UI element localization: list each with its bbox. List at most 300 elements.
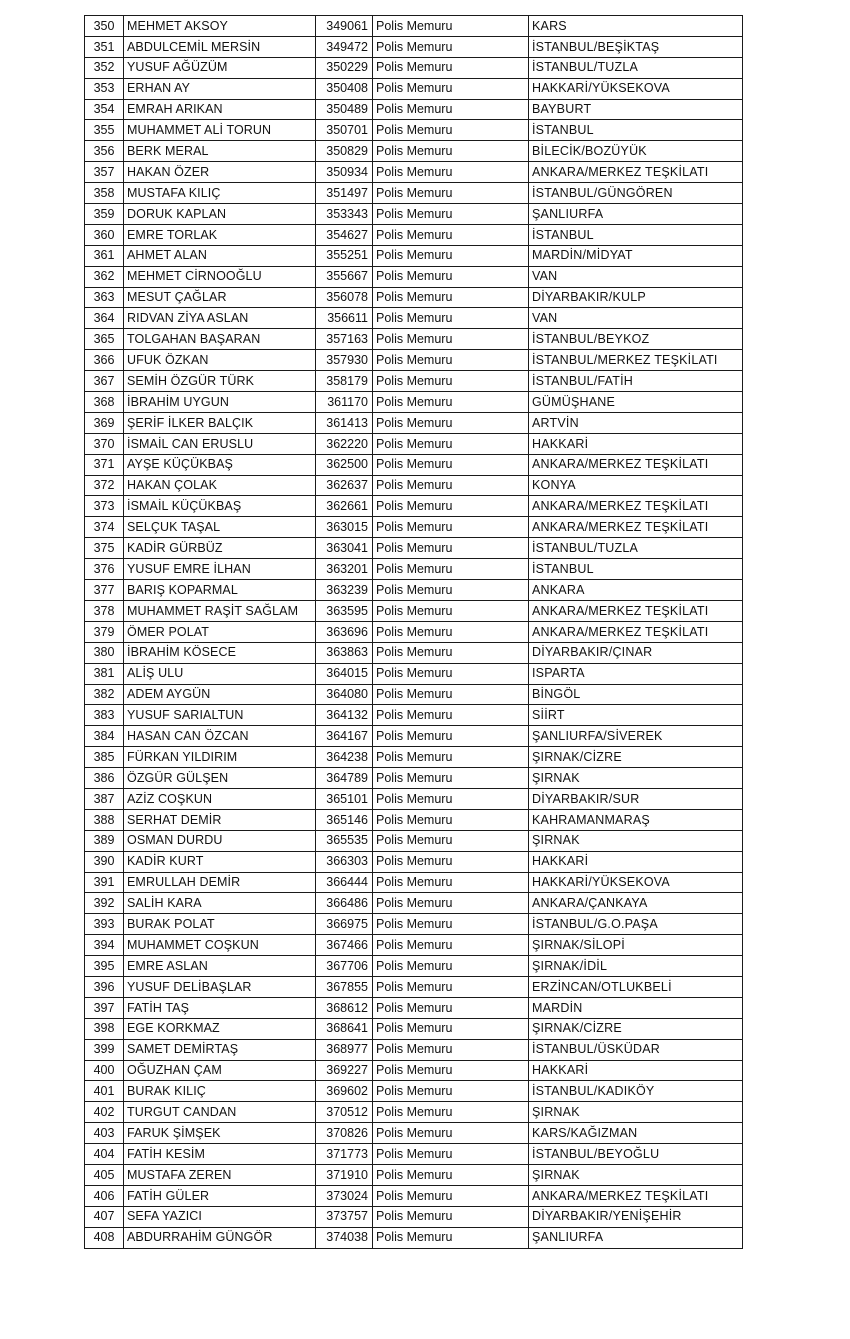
table-row bbox=[85, 162, 743, 183]
full-name-cell: OĞUZHAN ÇAM bbox=[124, 1060, 316, 1081]
assignment-location-cell: ŞANLIURFA/SİVEREK bbox=[529, 726, 743, 747]
full-name-cell: RIDVAN ZİYA ASLAN bbox=[124, 308, 316, 329]
full-name-cell: ERHAN AY bbox=[124, 78, 316, 99]
registry-number-cell: 353343 bbox=[316, 204, 373, 225]
full-name-cell: SALİH KARA bbox=[124, 893, 316, 914]
rank-cell: Polis Memuru bbox=[373, 1060, 529, 1081]
registry-number-cell: 350229 bbox=[316, 57, 373, 78]
registry-number-cell: 371910 bbox=[316, 1164, 373, 1185]
personnel-table bbox=[84, 15, 743, 1249]
rank-cell: Polis Memuru bbox=[373, 1227, 529, 1248]
assignment-location-cell: İSTANBUL/BEYOĞLU bbox=[529, 1144, 743, 1165]
assignment-location-cell: KARS/KAĞIZMAN bbox=[529, 1123, 743, 1144]
rank-cell: Polis Memuru bbox=[373, 57, 529, 78]
assignment-location-cell: İSTANBUL bbox=[529, 224, 743, 245]
row-number-cell: 357 bbox=[85, 162, 124, 183]
assignment-location-cell: VAN bbox=[529, 308, 743, 329]
full-name-cell: ÖZGÜR GÜLŞEN bbox=[124, 768, 316, 789]
full-name-cell: ABDURRAHİM GÜNGÖR bbox=[124, 1227, 316, 1248]
rank-cell: Polis Memuru bbox=[373, 997, 529, 1018]
full-name-cell: AYŞE KÜÇÜKBAŞ bbox=[124, 454, 316, 475]
rank-cell: Polis Memuru bbox=[373, 580, 529, 601]
registry-number-cell: 362220 bbox=[316, 433, 373, 454]
row-number-cell: 368 bbox=[85, 392, 124, 413]
assignment-location-cell: KAHRAMANMARAŞ bbox=[529, 809, 743, 830]
assignment-location-cell: ŞIRNAK bbox=[529, 1164, 743, 1185]
rank-cell: Polis Memuru bbox=[373, 475, 529, 496]
row-number-cell: 380 bbox=[85, 642, 124, 663]
row-number-cell: 383 bbox=[85, 705, 124, 726]
registry-number-cell: 358179 bbox=[316, 371, 373, 392]
assignment-location-cell: SİİRT bbox=[529, 705, 743, 726]
full-name-cell: MEHMET AKSOY bbox=[124, 16, 316, 37]
table-row bbox=[85, 287, 743, 308]
registry-number-cell: 357930 bbox=[316, 350, 373, 371]
table-row bbox=[85, 851, 743, 872]
assignment-location-cell: ŞANLIURFA bbox=[529, 204, 743, 225]
row-number-cell: 373 bbox=[85, 496, 124, 517]
table-row bbox=[85, 768, 743, 789]
registry-number-cell: 350934 bbox=[316, 162, 373, 183]
row-number-cell: 377 bbox=[85, 580, 124, 601]
full-name-cell: TOLGAHAN BAŞARAN bbox=[124, 329, 316, 350]
full-name-cell: SEMİH ÖZGÜR TÜRK bbox=[124, 371, 316, 392]
table-row bbox=[85, 245, 743, 266]
row-number-cell: 408 bbox=[85, 1227, 124, 1248]
full-name-cell: HASAN CAN ÖZCAN bbox=[124, 726, 316, 747]
table-row bbox=[85, 663, 743, 684]
registry-number-cell: 361413 bbox=[316, 412, 373, 433]
rank-cell: Polis Memuru bbox=[373, 621, 529, 642]
row-number-cell: 393 bbox=[85, 914, 124, 935]
full-name-cell: BARIŞ KOPARMAL bbox=[124, 580, 316, 601]
registry-number-cell: 366975 bbox=[316, 914, 373, 935]
rank-cell: Polis Memuru bbox=[373, 496, 529, 517]
table-row bbox=[85, 454, 743, 475]
registry-number-cell: 350829 bbox=[316, 141, 373, 162]
registry-number-cell: 364238 bbox=[316, 747, 373, 768]
assignment-location-cell: GÜMÜŞHANE bbox=[529, 392, 743, 413]
full-name-cell: BURAK KILIÇ bbox=[124, 1081, 316, 1102]
assignment-location-cell: KONYA bbox=[529, 475, 743, 496]
rank-cell: Polis Memuru bbox=[373, 830, 529, 851]
rank-cell: Polis Memuru bbox=[373, 747, 529, 768]
assignment-location-cell: DİYARBAKIR/YENİŞEHİR bbox=[529, 1206, 743, 1227]
assignment-location-cell: İSTANBUL/TUZLA bbox=[529, 57, 743, 78]
registry-number-cell: 364015 bbox=[316, 663, 373, 684]
full-name-cell: ABDULCEMİL MERSİN bbox=[124, 36, 316, 57]
row-number-cell: 381 bbox=[85, 663, 124, 684]
assignment-location-cell: ANKARA/MERKEZ TEŞKİLATI bbox=[529, 517, 743, 538]
full-name-cell: EMRAH ARIKAN bbox=[124, 99, 316, 120]
full-name-cell: FATİH KESİM bbox=[124, 1144, 316, 1165]
table-row bbox=[85, 1102, 743, 1123]
table-row bbox=[85, 747, 743, 768]
full-name-cell: ADEM AYGÜN bbox=[124, 684, 316, 705]
table-row bbox=[85, 329, 743, 350]
assignment-location-cell: İSTANBUL/ÜSKÜDAR bbox=[529, 1039, 743, 1060]
assignment-location-cell: ŞIRNAK/CİZRE bbox=[529, 1018, 743, 1039]
rank-cell: Polis Memuru bbox=[373, 809, 529, 830]
assignment-location-cell: ŞANLIURFA bbox=[529, 1227, 743, 1248]
full-name-cell: OSMAN DURDU bbox=[124, 830, 316, 851]
registry-number-cell: 363595 bbox=[316, 600, 373, 621]
table-row bbox=[85, 893, 743, 914]
assignment-location-cell: İSTANBUL/KADIKÖY bbox=[529, 1081, 743, 1102]
table-row bbox=[85, 788, 743, 809]
full-name-cell: AZİZ COŞKUN bbox=[124, 788, 316, 809]
rank-cell: Polis Memuru bbox=[373, 245, 529, 266]
assignment-location-cell: İSTANBUL/GÜNGÖREN bbox=[529, 183, 743, 204]
row-number-cell: 375 bbox=[85, 538, 124, 559]
assignment-location-cell: ŞIRNAK/CİZRE bbox=[529, 747, 743, 768]
rank-cell: Polis Memuru bbox=[373, 1039, 529, 1060]
row-number-cell: 397 bbox=[85, 997, 124, 1018]
rank-cell: Polis Memuru bbox=[373, 705, 529, 726]
assignment-location-cell: HAKKARİ bbox=[529, 433, 743, 454]
rank-cell: Polis Memuru bbox=[373, 392, 529, 413]
rank-cell: Polis Memuru bbox=[373, 1123, 529, 1144]
table-row bbox=[85, 496, 743, 517]
rank-cell: Polis Memuru bbox=[373, 663, 529, 684]
row-number-cell: 369 bbox=[85, 412, 124, 433]
row-number-cell: 350 bbox=[85, 16, 124, 37]
table-row bbox=[85, 78, 743, 99]
rank-cell: Polis Memuru bbox=[373, 726, 529, 747]
registry-number-cell: 363015 bbox=[316, 517, 373, 538]
table-row bbox=[85, 705, 743, 726]
registry-number-cell: 368977 bbox=[316, 1039, 373, 1060]
assignment-location-cell: ŞIRNAK bbox=[529, 1102, 743, 1123]
row-number-cell: 398 bbox=[85, 1018, 124, 1039]
full-name-cell: MUHAMMET COŞKUN bbox=[124, 935, 316, 956]
full-name-cell: YUSUF AĞÜZÜM bbox=[124, 57, 316, 78]
full-name-cell: TURGUT CANDAN bbox=[124, 1102, 316, 1123]
assignment-location-cell: ŞIRNAK/İDİL bbox=[529, 956, 743, 977]
full-name-cell: AHMET ALAN bbox=[124, 245, 316, 266]
rank-cell: Polis Memuru bbox=[373, 350, 529, 371]
row-number-cell: 385 bbox=[85, 747, 124, 768]
full-name-cell: BERK MERAL bbox=[124, 141, 316, 162]
full-name-cell: KADİR GÜRBÜZ bbox=[124, 538, 316, 559]
registry-number-cell: 366486 bbox=[316, 893, 373, 914]
row-number-cell: 376 bbox=[85, 559, 124, 580]
row-number-cell: 399 bbox=[85, 1039, 124, 1060]
assignment-location-cell: ŞIRNAK bbox=[529, 830, 743, 851]
registry-number-cell: 369602 bbox=[316, 1081, 373, 1102]
assignment-location-cell: HAKKARİ bbox=[529, 1060, 743, 1081]
row-number-cell: 406 bbox=[85, 1185, 124, 1206]
row-number-cell: 363 bbox=[85, 287, 124, 308]
full-name-cell: UFUK ÖZKAN bbox=[124, 350, 316, 371]
full-name-cell: EMRE ASLAN bbox=[124, 956, 316, 977]
assignment-location-cell: ŞIRNAK/SİLOPİ bbox=[529, 935, 743, 956]
registry-number-cell: 362637 bbox=[316, 475, 373, 496]
rank-cell: Polis Memuru bbox=[373, 1206, 529, 1227]
table-row bbox=[85, 1123, 743, 1144]
full-name-cell: EGE KORKMAZ bbox=[124, 1018, 316, 1039]
registry-number-cell: 350408 bbox=[316, 78, 373, 99]
rank-cell: Polis Memuru bbox=[373, 266, 529, 287]
full-name-cell: ÖMER POLAT bbox=[124, 621, 316, 642]
full-name-cell: FATİH TAŞ bbox=[124, 997, 316, 1018]
table-row bbox=[85, 1227, 743, 1248]
assignment-location-cell: DİYARBAKIR/KULP bbox=[529, 287, 743, 308]
assignment-location-cell: İSTANBUL bbox=[529, 120, 743, 141]
table-row bbox=[85, 538, 743, 559]
registry-number-cell: 368612 bbox=[316, 997, 373, 1018]
registry-number-cell: 350701 bbox=[316, 120, 373, 141]
table-row bbox=[85, 1018, 743, 1039]
row-number-cell: 402 bbox=[85, 1102, 124, 1123]
assignment-location-cell: MARDİN bbox=[529, 997, 743, 1018]
full-name-cell: FÜRKAN YILDIRIM bbox=[124, 747, 316, 768]
assignment-location-cell: ANKARA/MERKEZ TEŞKİLATI bbox=[529, 496, 743, 517]
assignment-location-cell: ANKARA bbox=[529, 580, 743, 601]
registry-number-cell: 367855 bbox=[316, 976, 373, 997]
row-number-cell: 379 bbox=[85, 621, 124, 642]
table-row bbox=[85, 1060, 743, 1081]
row-number-cell: 360 bbox=[85, 224, 124, 245]
registry-number-cell: 367706 bbox=[316, 956, 373, 977]
table-row bbox=[85, 1206, 743, 1227]
row-number-cell: 361 bbox=[85, 245, 124, 266]
rank-cell: Polis Memuru bbox=[373, 371, 529, 392]
row-number-cell: 390 bbox=[85, 851, 124, 872]
registry-number-cell: 364167 bbox=[316, 726, 373, 747]
rank-cell: Polis Memuru bbox=[373, 893, 529, 914]
rank-cell: Polis Memuru bbox=[373, 183, 529, 204]
full-name-cell: ŞERİF İLKER BALÇIK bbox=[124, 412, 316, 433]
table-row bbox=[85, 935, 743, 956]
table-row bbox=[85, 141, 743, 162]
registry-number-cell: 364132 bbox=[316, 705, 373, 726]
assignment-location-cell: ŞIRNAK bbox=[529, 768, 743, 789]
row-number-cell: 362 bbox=[85, 266, 124, 287]
registry-number-cell: 363041 bbox=[316, 538, 373, 559]
assignment-location-cell: BİNGÖL bbox=[529, 684, 743, 705]
full-name-cell: EMRULLAH DEMİR bbox=[124, 872, 316, 893]
row-number-cell: 384 bbox=[85, 726, 124, 747]
full-name-cell: YUSUF SARIALTUN bbox=[124, 705, 316, 726]
full-name-cell: İBRAHİM KÖSECE bbox=[124, 642, 316, 663]
full-name-cell: İSMAİL CAN ERUSLU bbox=[124, 433, 316, 454]
rank-cell: Polis Memuru bbox=[373, 684, 529, 705]
full-name-cell: SAMET DEMİRTAŞ bbox=[124, 1039, 316, 1060]
registry-number-cell: 365101 bbox=[316, 788, 373, 809]
row-number-cell: 404 bbox=[85, 1144, 124, 1165]
row-number-cell: 365 bbox=[85, 329, 124, 350]
registry-number-cell: 356611 bbox=[316, 308, 373, 329]
registry-number-cell: 368641 bbox=[316, 1018, 373, 1039]
rank-cell: Polis Memuru bbox=[373, 141, 529, 162]
table-row bbox=[85, 1081, 743, 1102]
assignment-location-cell: DİYARBAKIR/SUR bbox=[529, 788, 743, 809]
row-number-cell: 366 bbox=[85, 350, 124, 371]
registry-number-cell: 363239 bbox=[316, 580, 373, 601]
table-row bbox=[85, 956, 743, 977]
row-number-cell: 356 bbox=[85, 141, 124, 162]
table-row bbox=[85, 99, 743, 120]
full-name-cell: MUHAMMET ALİ TORUN bbox=[124, 120, 316, 141]
row-number-cell: 396 bbox=[85, 976, 124, 997]
rank-cell: Polis Memuru bbox=[373, 99, 529, 120]
registry-number-cell: 350489 bbox=[316, 99, 373, 120]
table-row bbox=[85, 621, 743, 642]
assignment-location-cell: MARDİN/MİDYAT bbox=[529, 245, 743, 266]
rank-cell: Polis Memuru bbox=[373, 16, 529, 37]
assignment-location-cell: ANKARA/MERKEZ TEŞKİLATI bbox=[529, 162, 743, 183]
assignment-location-cell: HAKKARİ/YÜKSEKOVA bbox=[529, 78, 743, 99]
registry-number-cell: 370826 bbox=[316, 1123, 373, 1144]
table-row bbox=[85, 350, 743, 371]
rank-cell: Polis Memuru bbox=[373, 872, 529, 893]
row-number-cell: 407 bbox=[85, 1206, 124, 1227]
rank-cell: Polis Memuru bbox=[373, 768, 529, 789]
assignment-location-cell: İSTANBUL/BEYKOZ bbox=[529, 329, 743, 350]
row-number-cell: 372 bbox=[85, 475, 124, 496]
registry-number-cell: 369227 bbox=[316, 1060, 373, 1081]
table-row bbox=[85, 684, 743, 705]
rank-cell: Polis Memuru bbox=[373, 788, 529, 809]
full-name-cell: MEHMET CİRNOOĞLU bbox=[124, 266, 316, 287]
row-number-cell: 386 bbox=[85, 768, 124, 789]
registry-number-cell: 357163 bbox=[316, 329, 373, 350]
registry-number-cell: 374038 bbox=[316, 1227, 373, 1248]
registry-number-cell: 366444 bbox=[316, 872, 373, 893]
table-row bbox=[85, 266, 743, 287]
registry-number-cell: 365146 bbox=[316, 809, 373, 830]
rank-cell: Polis Memuru bbox=[373, 559, 529, 580]
registry-number-cell: 356078 bbox=[316, 287, 373, 308]
full-name-cell: İSMAİL KÜÇÜKBAŞ bbox=[124, 496, 316, 517]
registry-number-cell: 362500 bbox=[316, 454, 373, 475]
registry-number-cell: 365535 bbox=[316, 830, 373, 851]
row-number-cell: 401 bbox=[85, 1081, 124, 1102]
table-row bbox=[85, 976, 743, 997]
rank-cell: Polis Memuru bbox=[373, 412, 529, 433]
registry-number-cell: 364080 bbox=[316, 684, 373, 705]
assignment-location-cell: İSTANBUL/FATİH bbox=[529, 371, 743, 392]
full-name-cell: HAKAN ÇOLAK bbox=[124, 475, 316, 496]
registry-number-cell: 349061 bbox=[316, 16, 373, 37]
row-number-cell: 355 bbox=[85, 120, 124, 141]
rank-cell: Polis Memuru bbox=[373, 329, 529, 350]
registry-number-cell: 370512 bbox=[316, 1102, 373, 1123]
rank-cell: Polis Memuru bbox=[373, 120, 529, 141]
registry-number-cell: 367466 bbox=[316, 935, 373, 956]
full-name-cell: YUSUF EMRE İLHAN bbox=[124, 559, 316, 580]
table-row bbox=[85, 392, 743, 413]
registry-number-cell: 355251 bbox=[316, 245, 373, 266]
rank-cell: Polis Memuru bbox=[373, 956, 529, 977]
row-number-cell: 387 bbox=[85, 788, 124, 809]
full-name-cell: ALİŞ ULU bbox=[124, 663, 316, 684]
row-number-cell: 364 bbox=[85, 308, 124, 329]
assignment-location-cell: HAKKARİ/YÜKSEKOVA bbox=[529, 872, 743, 893]
assignment-location-cell: İSTANBUL bbox=[529, 559, 743, 580]
table-row bbox=[85, 600, 743, 621]
rank-cell: Polis Memuru bbox=[373, 1144, 529, 1165]
assignment-location-cell: DİYARBAKIR/ÇINAR bbox=[529, 642, 743, 663]
table-row bbox=[85, 183, 743, 204]
assignment-location-cell: ANKARA/ÇANKAYA bbox=[529, 893, 743, 914]
rank-cell: Polis Memuru bbox=[373, 1102, 529, 1123]
registry-number-cell: 366303 bbox=[316, 851, 373, 872]
table-row bbox=[85, 830, 743, 851]
assignment-location-cell: BAYBURT bbox=[529, 99, 743, 120]
row-number-cell: 400 bbox=[85, 1060, 124, 1081]
table-row bbox=[85, 412, 743, 433]
table-row bbox=[85, 1164, 743, 1185]
assignment-location-cell: ANKARA/MERKEZ TEŞKİLATI bbox=[529, 1185, 743, 1206]
row-number-cell: 353 bbox=[85, 78, 124, 99]
full-name-cell: MESUT ÇAĞLAR bbox=[124, 287, 316, 308]
rank-cell: Polis Memuru bbox=[373, 162, 529, 183]
table-row bbox=[85, 517, 743, 538]
assignment-location-cell: ERZİNCAN/OTLUKBELİ bbox=[529, 976, 743, 997]
row-number-cell: 388 bbox=[85, 809, 124, 830]
table-row bbox=[85, 1039, 743, 1060]
registry-number-cell: 363863 bbox=[316, 642, 373, 663]
rank-cell: Polis Memuru bbox=[373, 851, 529, 872]
full-name-cell: MUHAMMET RAŞİT SAĞLAM bbox=[124, 600, 316, 621]
assignment-location-cell: İSTANBUL/TUZLA bbox=[529, 538, 743, 559]
assignment-location-cell: ANKARA/MERKEZ TEŞKİLATI bbox=[529, 621, 743, 642]
registry-number-cell: 363201 bbox=[316, 559, 373, 580]
table-row bbox=[85, 1144, 743, 1165]
rank-cell: Polis Memuru bbox=[373, 36, 529, 57]
table-row bbox=[85, 308, 743, 329]
table-row bbox=[85, 475, 743, 496]
row-number-cell: 374 bbox=[85, 517, 124, 538]
rank-cell: Polis Memuru bbox=[373, 224, 529, 245]
table-row bbox=[85, 204, 743, 225]
rank-cell: Polis Memuru bbox=[373, 642, 529, 663]
table-row bbox=[85, 224, 743, 245]
assignment-location-cell: BİLECİK/BOZÜYÜK bbox=[529, 141, 743, 162]
full-name-cell: HAKAN ÖZER bbox=[124, 162, 316, 183]
row-number-cell: 392 bbox=[85, 893, 124, 914]
table-row bbox=[85, 872, 743, 893]
table-row bbox=[85, 997, 743, 1018]
registry-number-cell: 361170 bbox=[316, 392, 373, 413]
registry-number-cell: 363696 bbox=[316, 621, 373, 642]
assignment-location-cell: İSTANBUL/MERKEZ TEŞKİLATI bbox=[529, 350, 743, 371]
full-name-cell: YUSUF DELİBAŞLAR bbox=[124, 976, 316, 997]
table-row bbox=[85, 642, 743, 663]
registry-number-cell: 373757 bbox=[316, 1206, 373, 1227]
registry-number-cell: 354627 bbox=[316, 224, 373, 245]
full-name-cell: MUSTAFA KILIÇ bbox=[124, 183, 316, 204]
row-number-cell: 378 bbox=[85, 600, 124, 621]
row-number-cell: 367 bbox=[85, 371, 124, 392]
row-number-cell: 354 bbox=[85, 99, 124, 120]
row-number-cell: 395 bbox=[85, 956, 124, 977]
rank-cell: Polis Memuru bbox=[373, 433, 529, 454]
rank-cell: Polis Memuru bbox=[373, 287, 529, 308]
row-number-cell: 358 bbox=[85, 183, 124, 204]
registry-number-cell: 364789 bbox=[316, 768, 373, 789]
rank-cell: Polis Memuru bbox=[373, 78, 529, 99]
table-row bbox=[85, 371, 743, 392]
row-number-cell: 351 bbox=[85, 36, 124, 57]
rank-cell: Polis Memuru bbox=[373, 454, 529, 475]
full-name-cell: FARUK ŞİMŞEK bbox=[124, 1123, 316, 1144]
rank-cell: Polis Memuru bbox=[373, 204, 529, 225]
table-row bbox=[85, 809, 743, 830]
registry-number-cell: 351497 bbox=[316, 183, 373, 204]
